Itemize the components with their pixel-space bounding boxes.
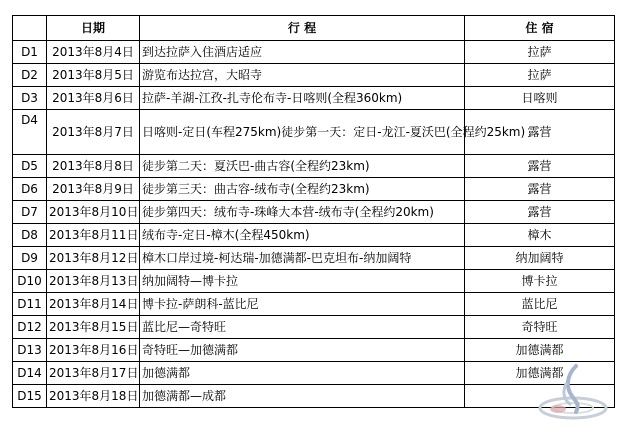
lodging-cell: 樟木 bbox=[465, 224, 615, 247]
lodging-cell: 蓝比尼 bbox=[465, 293, 615, 316]
day-cell: D7 bbox=[13, 201, 47, 224]
day-cell: D14 bbox=[13, 362, 47, 385]
day-cell: D12 bbox=[13, 316, 47, 339]
table-row bbox=[13, 87, 615, 110]
date-cell: 2013年8月6日 bbox=[47, 87, 140, 110]
date-cell: 2013年8月11日 bbox=[47, 224, 140, 247]
table-row bbox=[13, 224, 615, 247]
header-row bbox=[13, 16, 615, 41]
route-cell: 樟木口岸过境-柯达瑞-加德满都-巴克坦布-纳加阔特 bbox=[140, 247, 465, 270]
table-row bbox=[13, 293, 615, 316]
table-row bbox=[13, 339, 615, 362]
day-cell: D13 bbox=[13, 339, 47, 362]
table-row bbox=[13, 385, 615, 408]
route-cell: 徒步第三天：曲古容-绒布寺(全程约23km) bbox=[140, 178, 465, 201]
route-cell: 加德满都 bbox=[140, 362, 465, 385]
lodging-cell: 露营 bbox=[465, 178, 615, 201]
route-cell: 绒布寺-定日-樟木(全程450km) bbox=[140, 224, 465, 247]
route-cell: 加德满都—成都 bbox=[140, 385, 465, 408]
header-lodging: 住 宿 bbox=[465, 16, 615, 41]
day-cell: D15 bbox=[13, 385, 47, 408]
date-cell: 2013年8月13日 bbox=[47, 270, 140, 293]
day-cell: D10 bbox=[13, 270, 47, 293]
header-date: 日期 bbox=[47, 16, 140, 41]
table-row bbox=[13, 247, 615, 270]
table-row bbox=[13, 316, 615, 339]
day-cell: D2 bbox=[13, 64, 47, 87]
day-cell: D1 bbox=[13, 41, 47, 64]
header-route: 行 程 bbox=[140, 16, 465, 41]
lodging-cell: 纳加阔特 bbox=[465, 247, 615, 270]
route-cell: 奇特旺—加德满都 bbox=[140, 339, 465, 362]
table-row bbox=[13, 155, 615, 178]
date-cell: 2013年8月17日 bbox=[47, 362, 140, 385]
date-cell: 2013年8月9日 bbox=[47, 178, 140, 201]
table-row bbox=[13, 110, 615, 155]
lodging-cell: 日喀则 bbox=[465, 87, 615, 110]
route-cell: 徒步第四天：绒布寺-珠峰大本营-绒布寺(全程约20km) bbox=[140, 201, 465, 224]
lodging-cell: 拉萨 bbox=[465, 64, 615, 87]
date-cell: 2013年8月18日 bbox=[47, 385, 140, 408]
day-cell: D6 bbox=[13, 178, 47, 201]
date-cell: 2013年8月15日 bbox=[47, 316, 140, 339]
date-cell: 2013年8月8日 bbox=[47, 155, 140, 178]
date-cell: 2013年8月4日 bbox=[47, 41, 140, 64]
lodging-cell: 加德满都 bbox=[465, 362, 615, 385]
lodging-cell: 露营 bbox=[465, 110, 615, 155]
header-day bbox=[13, 16, 47, 41]
date-cell: 2013年8月12日 bbox=[47, 247, 140, 270]
lodging-cell: 加德满都 bbox=[465, 339, 615, 362]
lodging-cell: 博卡拉 bbox=[465, 270, 615, 293]
day-cell: D11 bbox=[13, 293, 47, 316]
route-cell: 博卡拉-萨朗科-蓝比尼 bbox=[140, 293, 465, 316]
route-cell: 游览布达拉宫，大昭寺 bbox=[140, 64, 465, 87]
table-row bbox=[13, 64, 615, 87]
table-row bbox=[13, 41, 615, 64]
day-cell: D9 bbox=[13, 247, 47, 270]
table-row bbox=[13, 270, 615, 293]
date-cell: 2013年8月10日 bbox=[47, 201, 140, 224]
date-cell: 2013年8月5日 bbox=[47, 64, 140, 87]
date-cell: 2013年8月14日 bbox=[47, 293, 140, 316]
day-cell: D4 bbox=[13, 110, 47, 155]
lodging-cell: 奇特旺 bbox=[465, 316, 615, 339]
table-row bbox=[13, 201, 615, 224]
day-cell: D5 bbox=[13, 155, 47, 178]
route-cell: 纳加阔特—博卡拉 bbox=[140, 270, 465, 293]
lodging-cell: 拉萨 bbox=[465, 41, 615, 64]
lodging-cell: 露营 bbox=[465, 201, 615, 224]
route-cell: 日喀则-定日(车程275km)徒步第一天：定日-龙江-夏沃巴(全程约25km) bbox=[140, 110, 465, 155]
date-cell: 2013年8月7日 bbox=[47, 110, 140, 155]
route-cell: 徒步第二天：夏沃巴-曲古容(全程约23km) bbox=[140, 155, 465, 178]
itinerary-table bbox=[12, 15, 615, 408]
table-row bbox=[13, 178, 615, 201]
route-cell: 蓝比尼—奇特旺 bbox=[140, 316, 465, 339]
swirl-logo-icon bbox=[536, 362, 610, 424]
table-row bbox=[13, 362, 615, 385]
lodging-cell: 露营 bbox=[465, 155, 615, 178]
date-cell: 2013年8月16日 bbox=[47, 339, 140, 362]
day-cell: D3 bbox=[13, 87, 47, 110]
route-cell: 拉萨-羊湖-江孜-扎寺伦布寺-日喀则(全程360km) bbox=[140, 87, 465, 110]
route-cell: 到达拉萨入住酒店适应 bbox=[140, 41, 465, 64]
day-cell: D8 bbox=[13, 224, 47, 247]
